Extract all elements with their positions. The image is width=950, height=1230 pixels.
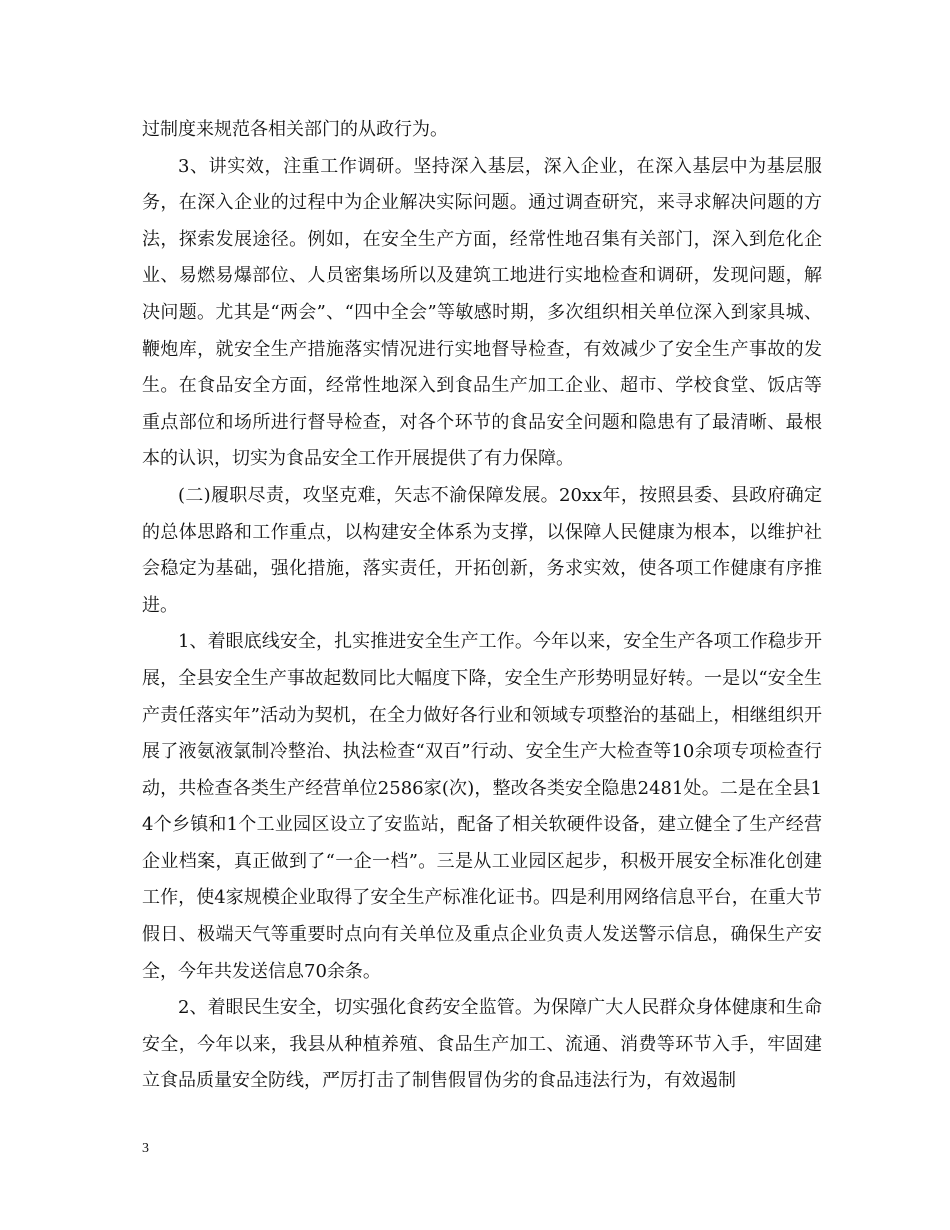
paragraph-continuation: 过制度来规范各相关部门的从政行为。 [142, 119, 448, 140]
paragraph-item-2-food-drug-safety: 2、着眼民生安全，切实强化食药安全监管。为保障广大人民群众身体健康和生命安全，今年以来，我县从种植养殖、食品生产加工、流通、消费等环节入手，牢固建立食品质量安全防线，严厉打击了制售假冒伪劣的食品违法行为，有效遏制 [142, 997, 822, 1092]
paragraph-item-1-production-safety: 1、着眼底线安全，扎实推进安全生产工作。今年以来，安全生产各项工作稳步开展，全县安全生产事故起数同比大幅度下降，安全生产形势明显好转。一是以“安全生产责任落实年”活动为契机，在全力做好各行业和领域专项整治的基础上，相继组织开展了液氨液氯制冷整治、执法检查“双百”行动、安全生产大检查等10余项专项检查行动，共检查各类生产经营单位2586家(次)，整改各类安全隐患2481处。二是在全县14个乡镇和1个工业园区设立了安监站，配备了相关软硬件设备，建立健全了生产经营企业档案，真正做到了“一企一档”。三是从工业园区起步，积极开展安全标准化创建工作，使4家规模企业取得了安全生产标准化证书。四是利用网络信息平台，在重大节假日、极端天气等重要时点向有关单位及重点企业负责人发送警示信息，确保生产安全，今年共发送信息70余条。 [142, 631, 822, 982]
body-text [142, 112, 822, 1100]
page-number: 3 [142, 1141, 149, 1156]
paragraph-section-2-duties: (二)履职尽责，攻坚克难，矢志不渝保障发展。20xx年，按照县委、县政府确定的总体思路和工作重点，以构建安全体系为支撑，以保障人民健康为根本，以维护社会稳定为基础，强化措施，落实责任，开拓创新，务求实效，使各项工作健康有序推进。 [142, 484, 822, 616]
paragraph-item-3-work-research: 3、讲实效，注重工作调研。坚持深入基层，深入企业，在深入基层中为基层服务，在深入企业的过程中为企业解决实际问题。通过调查研究，来寻求解决问题的方法，探索发展途径。例如，在安全生产方面，经常性地召集有关部门，深入到危化企业、易燃易爆部位、人员密集场所以及建筑工地进行实地检查和调研，发现问题，解决问题。尤其是“两会”、“四中全会”等敏感时期，多次组织相关单位深入到家具城、鞭炮库，就安全生产措施落实情况进行实地督导检查，有效减少了安全生产事故的发生。在食品安全方面，经常性地深入到食品生产加工企业、超市、学校食堂、饭店等重点部位和场所进行督导检查，对各个环节的食品安全问题和隐患有了最清晰、最根本的认识，切实为食品安全工作开展提供了有力保障。 [142, 155, 822, 470]
